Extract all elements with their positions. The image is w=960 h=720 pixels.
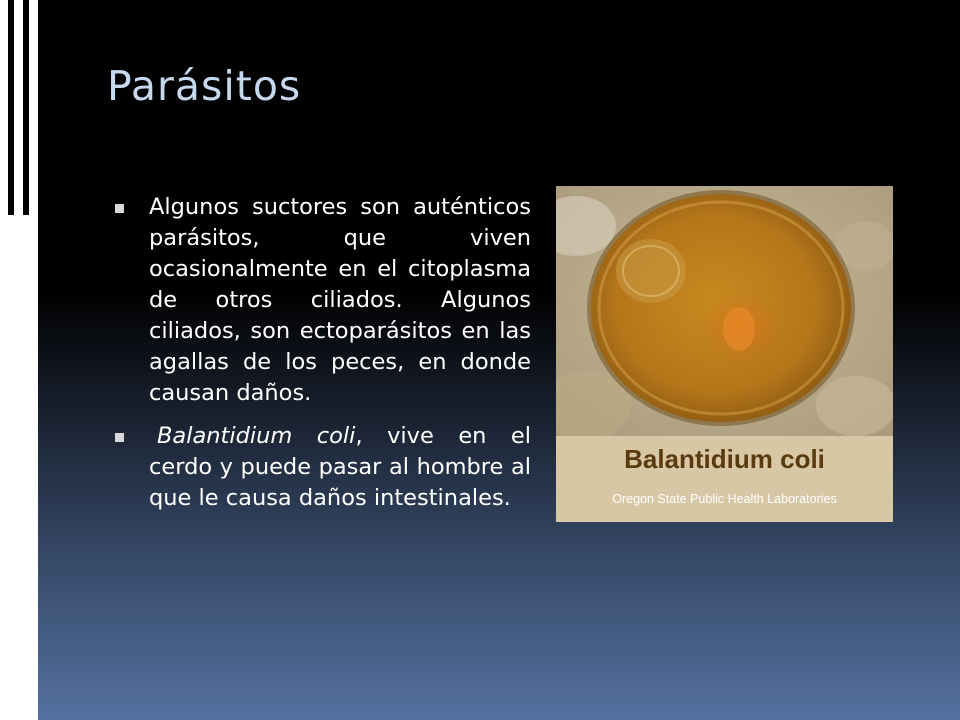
frame-line-dark [23,0,29,215]
slide-content [115,192,531,526]
bullet-square-icon [115,204,124,213]
slide-title: Parásitos [107,62,302,110]
frame-line [0,0,38,720]
figure-credit: Oregon State Public Health Laboratories [612,492,837,506]
bullet-square-icon [115,433,124,442]
caption-panel [556,436,893,522]
micrograph-figure [556,186,893,522]
micrograph-image [556,186,893,436]
bullet-italic-term: Balantidium coli [157,423,356,449]
bullet-item [115,192,531,409]
bullet-item [115,421,531,514]
frame-line-dark-2 [8,0,14,215]
bullet-text: Algunos suctores son auténticos parásitos, que viven ocasionalmente en el citoplasma de otros ciliados. Algunos ciliados, son ectoparásitos en las agallas de los peces, en donde causan daños. [149,194,531,406]
bullet-text: , vive en el cerdo y puede pasar al hombre al que le causa daños intestinales. [149,423,532,511]
figure-caption: Balantidium coli [624,444,825,474]
